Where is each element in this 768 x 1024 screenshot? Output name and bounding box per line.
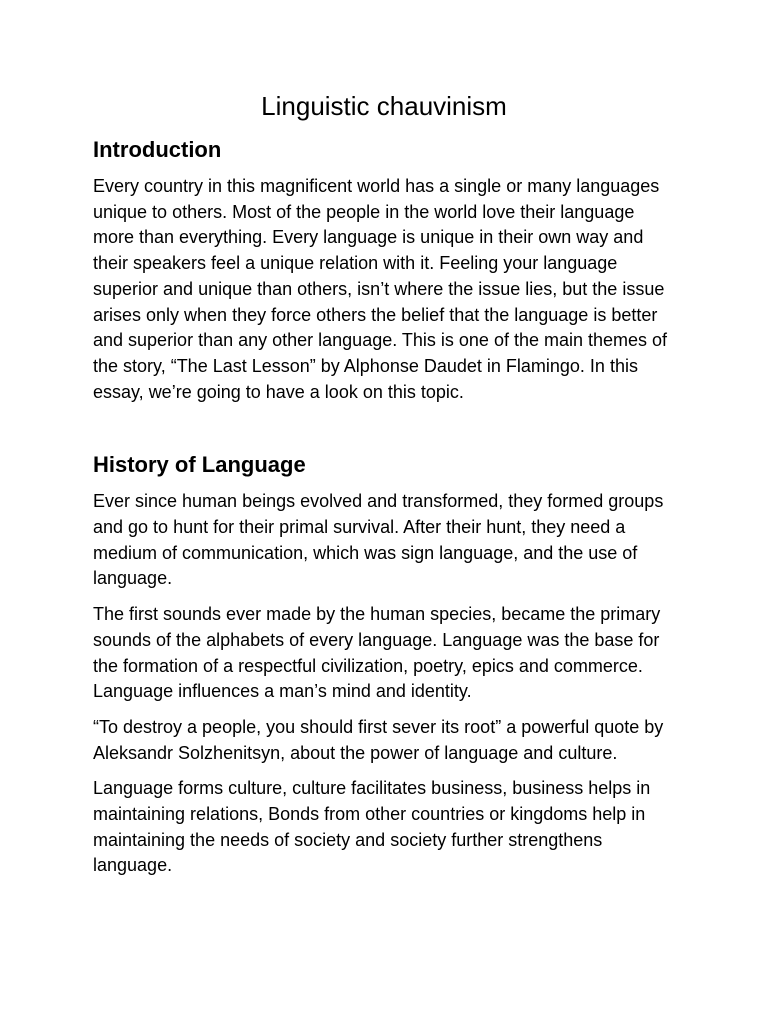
history-paragraph-2: The first sounds ever made by the human species, became the primary sounds of the alphabets of every language. Language was the base for the formation of a respectful civilization, poetry, epics and commerce. Language influences a man’s mind and identity. <box>93 604 661 702</box>
section-heading-history: History of Language <box>93 452 306 478</box>
history-paragraph-3: “To destroy a people, you should first sever its root” a powerful quote by Aleksandr Solzhenitsyn, about the power of language and culture. <box>93 716 664 763</box>
section-history-of-language <box>93 451 675 879</box>
section-introduction <box>93 136 675 405</box>
introduction-paragraph: Every country in this magnificent world has a single or many languages unique to others. Most of the people in the world love their language more than everything. Every language is unique in their own way and their speakers feel a unique relation with it. Feeling your language superior and unique than others, isn’t where the issue lies, but the issue arises only when they force others the belief that the language is better and superior than any other language. This is one of the main themes of the story, “The Last Lesson” by Alphonse Daudet in Flamingo. In this essay, we’re going to have a look on this topic. <box>93 176 668 402</box>
section-spacer <box>93 415 675 451</box>
section-heading-introduction: Introduction <box>93 137 222 162</box>
history-paragraph-4: Language forms culture, culture facilitates business, business helps in maintaining relations, Bonds from other countries or kingdoms help in maintaining the needs of society and society further strengthens language. <box>93 778 651 876</box>
document-title: Linguistic chauvinism <box>261 91 507 121</box>
history-paragraph-1: Ever since human beings evolved and transformed, they formed groups and go to hunt for their primal survival. After their hunt, they need a medium of communication, which was sign language, and the use of language. <box>93 491 664 589</box>
